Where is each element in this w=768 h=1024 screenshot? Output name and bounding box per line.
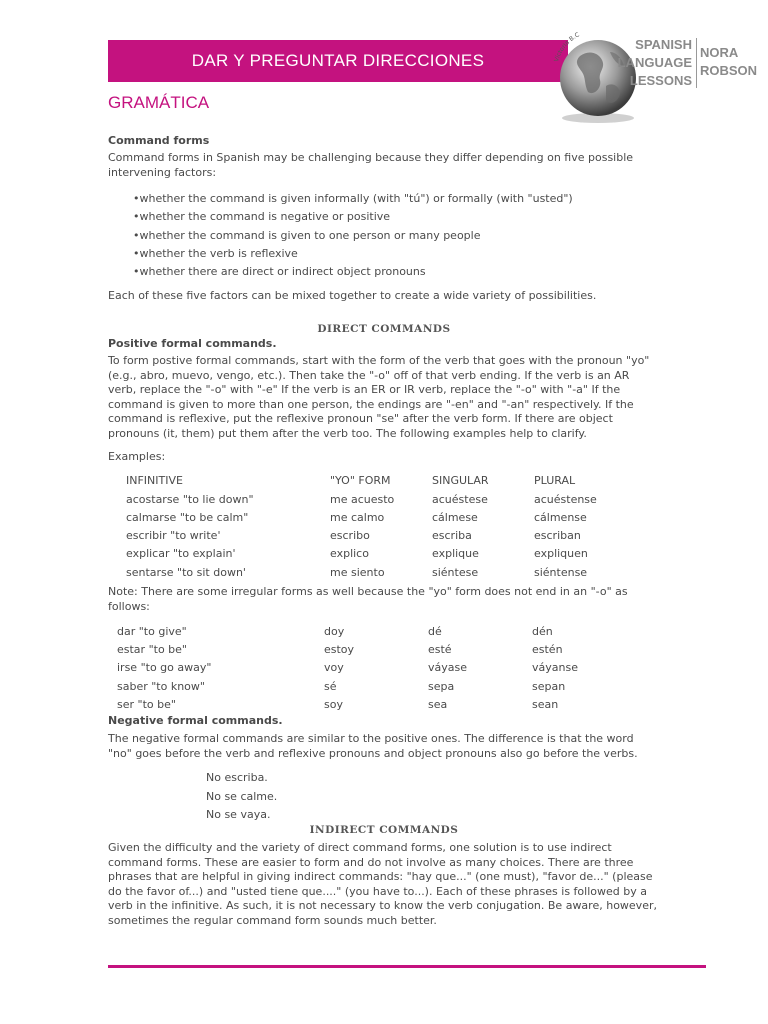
table-cell: estoy xyxy=(324,643,355,656)
table-cell: acuéstense xyxy=(534,493,597,506)
column-header: "YO" FORM xyxy=(330,474,391,487)
table-cell: escriban xyxy=(534,529,581,542)
indirect-commands-paragraph: Given the difficulty and the variety of direct command forms, one solution is to use indirect command forms. These are easier to form and do not involve as many choices. There are three phrases that are helpful in giving indirect commands: "hay que..." (one must), "favor de..." (please do the favor of...) and "usted tiene que...." (you have to...). Each of these phrases is followed by a verb in the infinitive. As such, it is not necessary to know the verb conjugation. Be aware, however, sometimes the regular command form sounds much better. xyxy=(108,841,657,927)
table-cell: expliquen xyxy=(534,547,588,560)
command-forms-heading: Command forms xyxy=(108,134,210,147)
table-cell: dar "to give" xyxy=(117,625,187,638)
table-cell: váyanse xyxy=(532,661,578,674)
table-cell: me calmo xyxy=(330,511,385,524)
table-cell: sean xyxy=(532,698,559,711)
negative-formal-heading: Negative formal commands. xyxy=(108,714,283,727)
list-item: •whether the command is given informally (with "tú") or formally (with "usted") xyxy=(133,192,573,205)
table-cell: explique xyxy=(432,547,479,560)
negative-formal-paragraph: The negative formal commands are similar to the positive ones. The difference is that the word "no" goes before the verb and reflexive pronouns and object pronouns also go before the verbs. xyxy=(108,732,638,760)
indirect-commands-heading: INDIRECT COMMANDS xyxy=(309,824,459,836)
negative-example: No se vaya. xyxy=(206,808,271,821)
list-item: •whether there are direct or indirect object pronouns xyxy=(133,265,426,279)
negative-example: No escriba. xyxy=(206,771,268,784)
direct-commands-heading: DIRECT COMMANDS xyxy=(317,323,451,335)
table-cell: explicar "to explain' xyxy=(126,547,236,560)
list-item: •whether the command is negative or positive xyxy=(133,210,391,224)
table-cell: váyase xyxy=(428,661,467,674)
table-cell: escribir "to write' xyxy=(126,529,221,542)
table-cell: estén xyxy=(532,643,563,656)
positive-formal-paragraph: To form postive formal commands, start with the form of the verb that goes with the pronoun "yo" (e.g., abro, muevo, vengo, etc.). Then take the "-o" off of that verb ending. If the verb is an AR verb, replace the "-o" with "-e" If the verb is an ER or IR verb, replace the "-o" with "-a" If the command is given to more than one person, the endings are "-en" and "-an" respectively. If the command is reflexive, put the reflexive pronoun "se" after the verb form. If there are object pronouns (it, them) put them after the verb too. The following examples help to clarify. xyxy=(108,354,650,440)
table-cell: sé xyxy=(324,680,337,693)
column-header: INFINITIVE xyxy=(126,474,183,487)
table-cell: siéntese xyxy=(432,566,479,579)
brand-divider xyxy=(696,38,697,88)
table-cell: sentarse "to sit down' xyxy=(126,566,246,579)
factor-list xyxy=(133,192,573,283)
table-cell: calmarse "to be calm" xyxy=(126,511,249,524)
footer-divider xyxy=(108,965,706,968)
irregular-note: Note: There are some irregular forms as well because the "yo" form does not end in an "-o" as follows: xyxy=(108,585,628,613)
table-cell: explico xyxy=(330,547,369,560)
table-cell: escribo xyxy=(330,529,370,542)
table-cell: cálmense xyxy=(534,511,587,524)
positive-formal-heading: Positive formal commands. xyxy=(108,337,277,350)
table-cell: escriba xyxy=(432,529,472,542)
table-cell: irse "to go away" xyxy=(117,661,212,674)
examples-label: Examples: xyxy=(108,450,166,463)
page-title: DAR Y PREGUNTAR DIRECCIONES xyxy=(191,51,485,70)
brand-line: SPANISH xyxy=(635,37,692,52)
table-cell: ser "to be" xyxy=(117,698,176,711)
brand-line: ROBSON xyxy=(700,63,758,78)
table-cell: sepan xyxy=(532,680,566,693)
title-banner xyxy=(108,40,568,82)
table-cell: esté xyxy=(428,643,452,656)
table-cell: me siento xyxy=(330,566,385,579)
list-item: •whether the command is given to one person or many people xyxy=(133,228,481,242)
table-cell: dén xyxy=(532,625,553,638)
brand-line: LANGUAGE xyxy=(617,55,692,70)
table-cell: estar "to be" xyxy=(117,643,187,656)
table-cell: sepa xyxy=(428,680,455,693)
table-cell: doy xyxy=(324,625,345,638)
table-cell: me acuesto xyxy=(330,493,395,506)
table-cell: voy xyxy=(324,661,344,674)
globe-caption: Victoria B.C xyxy=(553,31,581,63)
table-cell: saber "to know" xyxy=(117,680,205,693)
table-cell: acostarse "to lie down" xyxy=(126,493,254,506)
brand-line: LESSONS xyxy=(629,73,692,88)
brand-nora-robson xyxy=(700,44,760,80)
column-header: SINGULAR xyxy=(432,474,489,487)
factors-summary: Each of these five factors can be mixed together to create a wide variety of possibilities. xyxy=(108,289,597,302)
brand-line: NORA xyxy=(700,45,739,60)
command-forms-intro: Command forms in Spanish may be challenging because they differ depending on five possible intervening factors: xyxy=(108,151,634,179)
table-cell: acuéstese xyxy=(432,493,488,506)
table-cell: soy xyxy=(324,698,343,711)
negative-example: No se calme. xyxy=(206,790,278,803)
table-cell: sea xyxy=(428,698,448,711)
table-cell: cálmese xyxy=(432,511,478,524)
table-cell: dé xyxy=(428,625,442,638)
column-header: PLURAL xyxy=(534,474,576,487)
list-item: •whether the verb is reflexive xyxy=(133,246,298,260)
brand-spanish-language-lessons xyxy=(614,36,692,90)
table-cell: siéntense xyxy=(534,566,588,579)
section-title: GRAMÁTICA xyxy=(108,93,210,112)
